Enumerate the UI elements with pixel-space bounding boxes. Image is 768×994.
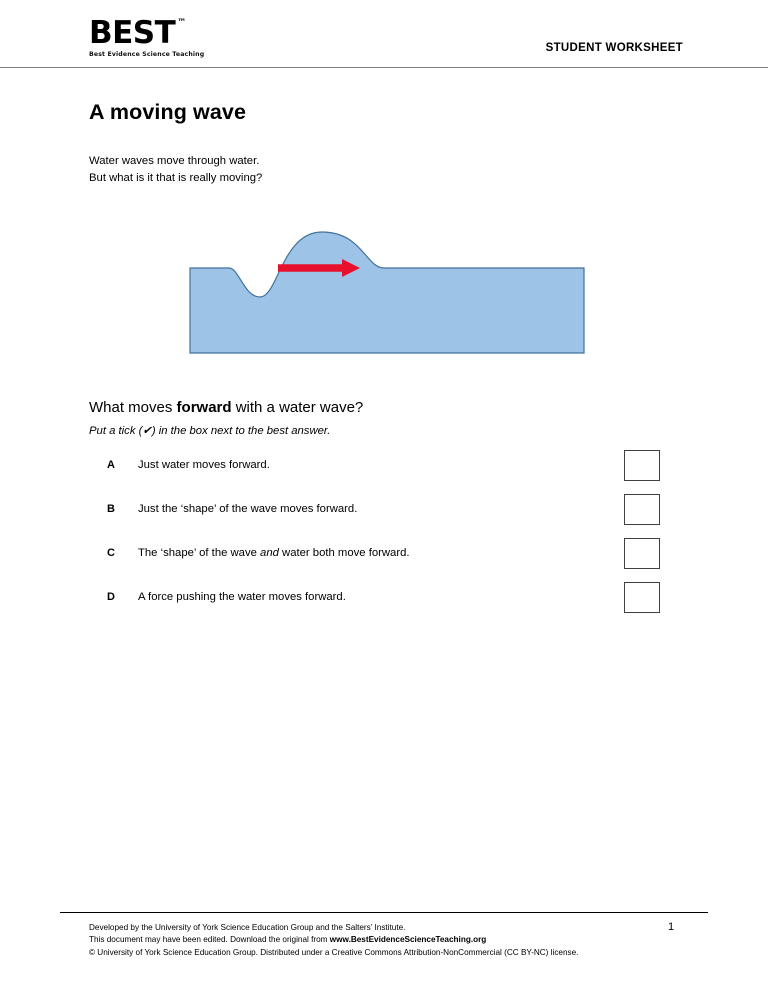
option-letter: C [107, 547, 115, 559]
question-suffix: with a water wave? [231, 399, 364, 416]
option-checkbox-b[interactable] [624, 494, 660, 525]
option-label: Just the ‘shape’ of the wave moves forward. [138, 503, 358, 515]
logo-wordmark [89, 15, 187, 51]
page-header [0, 0, 768, 69]
option-label-italic: and [260, 547, 279, 559]
option-checkbox-c[interactable] [624, 538, 660, 569]
page-footer [89, 922, 679, 959]
water-wave-diagram [182, 218, 592, 363]
option-letter: B [107, 503, 115, 515]
intro-line-2: But what is it that is really moving? [89, 171, 263, 184]
intro-line-1: Water waves move through water. [89, 155, 260, 167]
logo-tagline: Best Evidence Science Teaching [89, 51, 205, 58]
option-checkbox-d[interactable] [624, 582, 660, 613]
answer-option-c[interactable] [0, 538, 768, 582]
option-letter: D [107, 591, 115, 603]
instruction-text: Put a tick (✔) in the box next to the best answer. [89, 425, 331, 437]
option-label-before: The ‘shape’ of the wave [138, 547, 261, 559]
document-type-label: STUDENT WORKSHEET [545, 42, 683, 54]
trademark-icon: ™ [177, 18, 187, 28]
option-label: Just water moves forward. [138, 459, 270, 471]
answer-option-a[interactable] [0, 450, 768, 494]
answer-option-b[interactable] [0, 494, 768, 538]
footer-line-3: © University of York Science Education Group. Distributed under a Creative Commons Attribution-NonCommercial (CC BY-NC) license. [89, 947, 579, 957]
option-label: A force pushing the water moves forward. [138, 591, 346, 603]
page-number: 1 [668, 921, 675, 933]
page-title: A moving wave [89, 100, 247, 125]
footer-line-2 [89, 934, 679, 946]
intro-text [89, 153, 262, 186]
answer-option-d[interactable] [0, 582, 768, 626]
water-body-shape [190, 232, 584, 353]
header-divider [0, 67, 768, 68]
option-checkbox-a[interactable] [624, 450, 660, 481]
footer-website-link[interactable]: www.BestEvidenceScienceTeaching.org [329, 935, 487, 945]
question-emphasis: forward [176, 399, 232, 416]
option-letter: A [107, 459, 115, 471]
best-logo [89, 15, 259, 58]
option-label-after: water both move forward. [278, 547, 410, 559]
footer-divider [60, 912, 708, 913]
footer-line-1: Developed by the University of York Science Education Group and the Salters’ Institute. [89, 923, 406, 932]
answer-options-list [0, 450, 768, 626]
logo-wordmark-text: BEST [89, 15, 176, 51]
option-label [138, 547, 410, 559]
footer-line-2-text: This document may have been edited. Download the original from [89, 935, 330, 945]
question-text [89, 399, 363, 416]
question-prefix: What moves [89, 399, 177, 416]
